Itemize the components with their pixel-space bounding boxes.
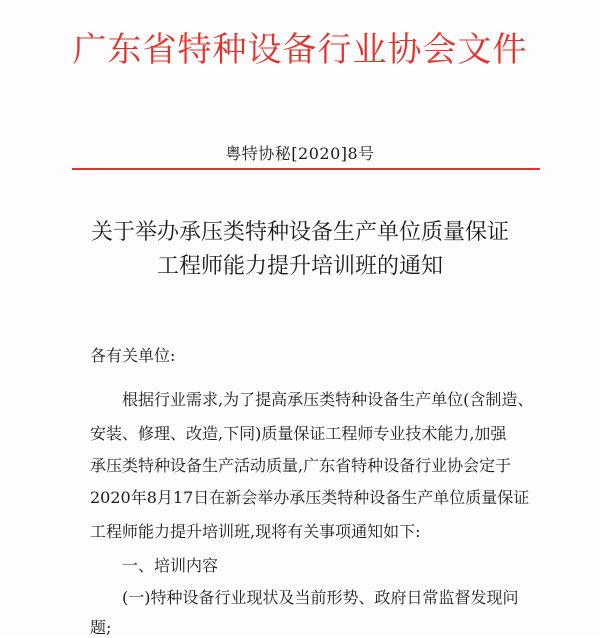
paragraph-line-2: 安装、修理、改造,下同)质量保证工程师专业技术能力,加强 [90,424,507,443]
item-1-line-1: (一)特种设备行业现状及当前形势、政府日常监督发现问 [122,588,519,607]
section-1-heading: 一、培训内容 [122,556,219,575]
paragraph-line-4: 2020年8月17日在新会举办承压类特种设备生产单位质量保证 [90,488,530,507]
paragraph-line-1: 根据行业需求,为了提高承压类特种设备生产单位(含制造、 [122,390,534,409]
notice-title-line-1: 关于举办承压类特种设备生产单位质量保证 [90,220,509,245]
notice-title [0,216,600,284]
salutation: 各有关单位: [90,346,176,365]
red-divider-line [72,168,540,170]
item-1-line-2: 题; [90,618,112,637]
paragraph-line-3: 承压类特种设备生产活动质量,广东省特种设备行业协会定于 [90,456,512,475]
notice-title-line-2: 工程师能力提升培训班的通知 [156,254,443,279]
document-header-title: 广东省特种设备行业协会文件 [72,30,528,70]
paragraph-line-5: 工程师能力提升培训班,现将有关事项通知如下: [90,522,421,541]
document-number: 粤特协秘[2020]8号 [225,144,375,163]
